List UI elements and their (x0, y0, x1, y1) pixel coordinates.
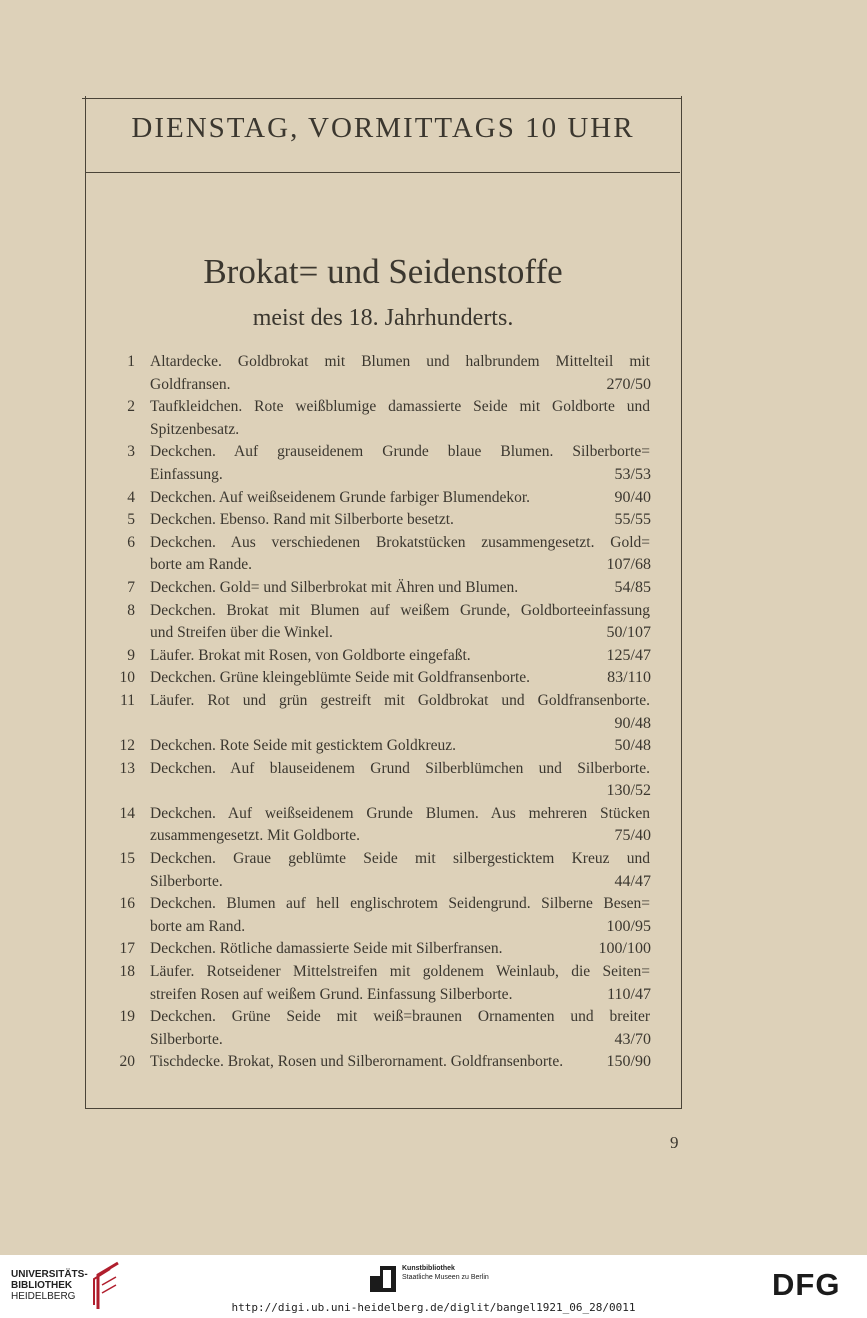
section-title: Brokat= und Seidenstoffe (203, 252, 563, 291)
lot-item (0, 804, 867, 849)
lot-number: 15 (119, 850, 135, 868)
lot-description: Deckchen. Graue geblümte Seide mit silbergesticktem Kreuz und (150, 850, 650, 868)
kunstbibliothek-logo-icon (370, 1266, 396, 1292)
lot-number: 14 (119, 804, 135, 822)
lot-line (0, 578, 867, 601)
lot-line (0, 465, 867, 488)
lot-line (0, 397, 867, 420)
lot-price: 130/52 (606, 782, 651, 800)
lot-number: 20 (119, 1053, 135, 1071)
lot-line (0, 849, 867, 872)
lot-line (0, 420, 867, 443)
lot-number: 5 (127, 511, 135, 529)
dfg-logo-icon (772, 1269, 854, 1299)
lot-item (0, 646, 867, 669)
library-sub: Staatliche Museen zu Berlin (402, 1274, 489, 1281)
lot-description: Deckchen. Auf grauseidenem Grunde blaue Blumen. Silberborte= (150, 443, 650, 461)
lot-description: Goldfransen. (150, 375, 231, 393)
lot-item (0, 578, 867, 601)
lot-price: 107/68 (606, 556, 651, 574)
lot-description: Deckchen. Aus verschiedenen Brokatstücken zusammengesetzt. Gold= (150, 533, 650, 551)
lot-description: Deckchen. Rote Seide mit gesticktem Goldkreuz. (150, 737, 457, 755)
lot-number: 8 (127, 601, 135, 619)
lot-description: Läufer. Brokat mit Rosen, von Goldborte eingefaßt. (150, 646, 471, 664)
lot-number: 4 (127, 488, 135, 506)
lot-price: 50/48 (614, 737, 651, 755)
lot-price: 270/50 (606, 375, 651, 393)
kunstbibliothek-text (402, 1264, 489, 1282)
lot-description: borte am Rande. (150, 556, 253, 574)
lot-description: Deckchen. Grüne kleingeblümte Seide mit Goldfransenborte. (150, 669, 531, 687)
lot-number: 10 (119, 669, 135, 687)
lot-item (0, 736, 867, 759)
lot-description: Silberborte. (150, 872, 223, 890)
lot-line (0, 691, 867, 714)
lot-line (0, 917, 867, 940)
lot-description: Deckchen. Grüne Seide mit weiß=braunen Ornamenten und breiter (150, 1008, 650, 1026)
lot-number: 13 (119, 759, 135, 777)
lot-line (0, 510, 867, 533)
lot-price: 150/90 (606, 1053, 651, 1071)
lot-item (0, 894, 867, 939)
lot-description: Läufer. Rotseidener Mittelstreifen mit goldenem Weinlaub, die Seiten= (150, 963, 650, 981)
lot-line (0, 736, 867, 759)
lot-line (0, 623, 867, 646)
lot-item (0, 397, 867, 442)
dfg-text: DFG (772, 1269, 841, 1299)
lot-line (0, 668, 867, 691)
source-url[interactable]: http://digi.ub.uni-heidelberg.de/diglit/bangel1921_06_28/0011 (231, 1301, 636, 1314)
lot-item (0, 939, 867, 962)
lot-line (0, 533, 867, 556)
lot-price: 83/110 (607, 669, 651, 687)
lot-price: 100/95 (606, 917, 651, 935)
lot-number: 7 (127, 578, 135, 596)
lot-description: Tischdecke. Brokat, Rosen und Silberornament. Goldfransenborte. (150, 1053, 564, 1071)
lot-description: Deckchen. Ebenso. Rand mit Silberborte besetzt. (150, 511, 454, 529)
lot-price: 90/48 (614, 714, 651, 732)
footer (0, 1255, 867, 1318)
lot-list (0, 352, 867, 1075)
lot-line (0, 872, 867, 895)
lot-description: Spitzenbesatz. (150, 420, 240, 438)
lot-line (0, 714, 867, 737)
lot-item (0, 533, 867, 578)
lot-item (0, 601, 867, 646)
lot-line (0, 962, 867, 985)
lot-number: 17 (119, 940, 135, 958)
section-subtitle: meist des 18. Jahrhunderts. (252, 305, 514, 331)
lot-line (0, 1052, 867, 1075)
lot-number: 18 (119, 963, 135, 981)
header-rule (86, 172, 680, 173)
lot-line (0, 646, 867, 669)
lot-line (0, 781, 867, 804)
library-name: Kunstbibliothek (402, 1265, 455, 1272)
lot-price: 90/40 (614, 488, 651, 506)
lot-price: 54/85 (614, 578, 651, 596)
lot-description: Einfassung. (150, 465, 223, 483)
lot-line (0, 601, 867, 624)
lot-description: Deckchen. Rötliche damassierte Seide mit Silberfransen. (150, 940, 503, 958)
lot-line (0, 1030, 867, 1053)
lot-description: Deckchen. Blumen auf hell englischrotem Seidengrund. Silberne Besen= (150, 895, 650, 913)
lot-price: 50/107 (606, 624, 651, 642)
lot-line (0, 985, 867, 1008)
lot-number: 3 (127, 443, 135, 461)
lot-number: 9 (127, 646, 135, 664)
lot-line (0, 759, 867, 782)
lot-price: 125/47 (606, 646, 651, 664)
lot-line (0, 804, 867, 827)
lot-number: 2 (127, 398, 135, 416)
lot-price: 100/100 (598, 940, 651, 958)
lot-item (0, 849, 867, 894)
lot-description: Taufkleidchen. Rote weißblumige damassierte Seide mit Goldborte und (150, 398, 650, 416)
lot-price: 55/55 (614, 511, 651, 529)
lot-description: Deckchen. Auf weißseidenem Grunde Blumen. Aus mehreren Stücken (150, 804, 650, 822)
lot-item (0, 691, 867, 736)
lot-number: 11 (120, 691, 135, 709)
university-line-1: UNIVERSITÄTS- (11, 1269, 88, 1280)
university-line-3: HEIDELBERG (11, 1291, 76, 1302)
lot-item (0, 1007, 867, 1052)
lot-price: 53/53 (614, 465, 651, 483)
lot-price: 44/47 (614, 872, 651, 890)
lot-number: 6 (127, 533, 135, 551)
lot-description: Läufer. Rot und grün gestreift mit Goldbrokat und Goldfransenborte. (150, 691, 650, 709)
day-heading: DIENSTAG, VORMITTAGS 10 UHR (131, 112, 635, 144)
lot-line (0, 352, 867, 375)
lot-line (0, 939, 867, 962)
lot-number: 1 (127, 353, 135, 370)
lot-description: Deckchen. Brokat mit Blumen auf weißem Grunde, Goldborteeinfassung (150, 601, 650, 619)
lot-item (0, 759, 867, 804)
lot-line (0, 826, 867, 849)
lot-description: borte am Rand. (150, 917, 246, 935)
page-number: 9 (670, 1133, 679, 1152)
lot-description: zusammengesetzt. Mit Goldborte. (150, 827, 361, 845)
lot-number: 19 (119, 1008, 135, 1026)
lot-price: 75/40 (614, 827, 651, 845)
lot-line (0, 488, 867, 511)
lot-line (0, 375, 867, 398)
lot-description: Deckchen. Auf blauseidenem Grund Silberblümchen und Silberborte. (150, 759, 650, 777)
lot-line (0, 1007, 867, 1030)
lot-price: 110/47 (607, 985, 651, 1003)
lot-number: 12 (119, 737, 135, 755)
university-line-2: BIBLIOTHEK (11, 1280, 73, 1291)
lot-item (0, 488, 867, 511)
lot-description: Deckchen. Auf weißseidenem Grunde farbiger Blumendekor. (150, 488, 531, 506)
lot-description: Deckchen. Gold= und Silberbrokat mit Ähren und Blumen. (150, 578, 519, 596)
lot-description: streifen Rosen auf weißem Grund. Einfassung Silberborte. (150, 985, 513, 1003)
lot-item (0, 962, 867, 1007)
lot-number: 16 (119, 895, 135, 913)
lot-item (0, 352, 867, 397)
lot-item (0, 442, 867, 487)
lot-description: Silberborte. (150, 1030, 223, 1048)
lot-description: Altardecke. Goldbrokat mit Blumen und halbrundem Mittelteil mit (150, 353, 650, 370)
lot-item (0, 1052, 867, 1075)
lot-price: 43/70 (614, 1030, 651, 1048)
university-name (11, 1269, 88, 1302)
lot-item (0, 668, 867, 691)
lot-line (0, 894, 867, 917)
lot-item (0, 510, 867, 533)
lot-line (0, 442, 867, 465)
lot-description: und Streifen über die Winkel. (150, 624, 333, 642)
lot-line (0, 555, 867, 578)
